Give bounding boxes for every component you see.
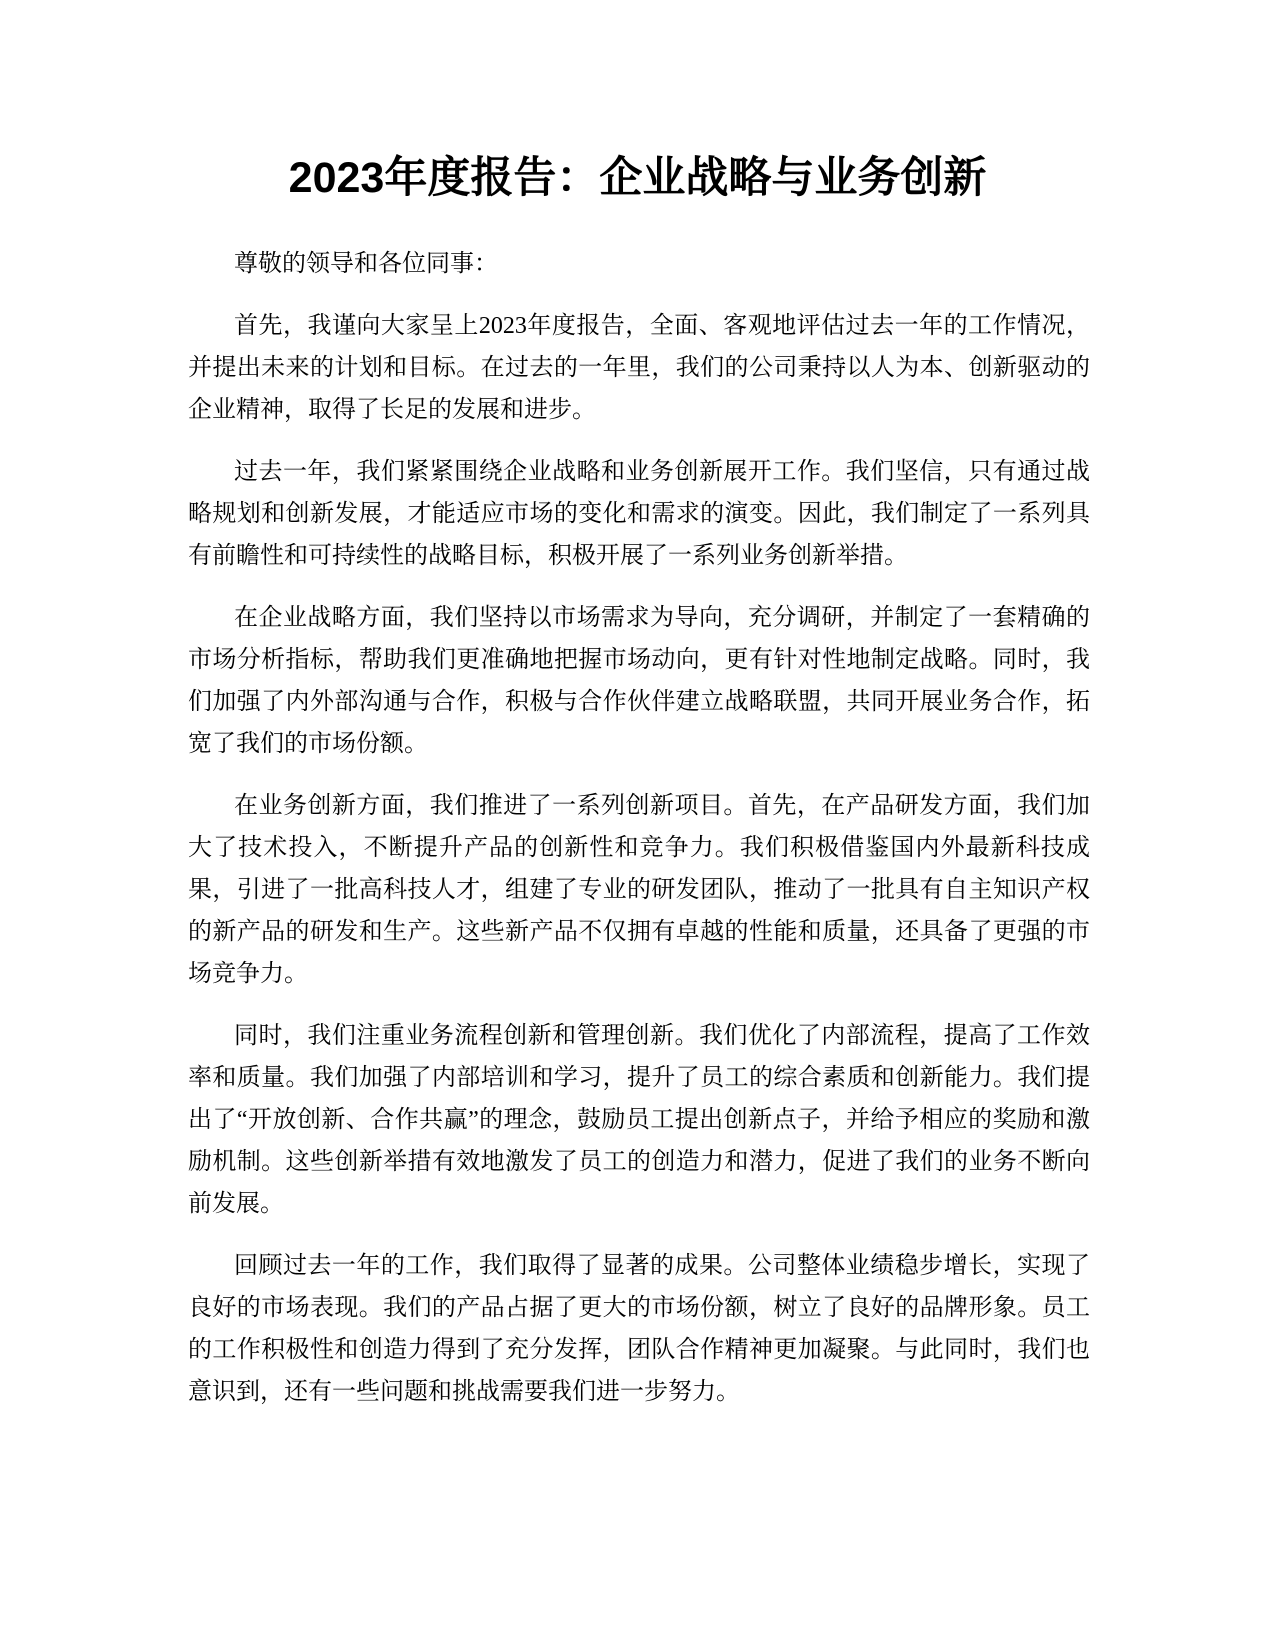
paragraph-strategy-overview: 过去一年，我们紧紧围绕企业战略和业务创新展开工作。我们坚信，只有通过战略规划和创新发展，才能适应市场的变化和需求的演变。因此，我们制定了一系列具有前瞻性和可持续性的战略目标，积极开展了一系列业务创新举措。 bbox=[188, 459, 1090, 569]
document-title: 2023年度报告：企业战略与业务创新 bbox=[288, 154, 987, 202]
paragraph-intro: 首先，我谨向大家呈上2023年度报告，全面、客观地评估过去一年的工作情况，并提出未来的计划和目标。在过去的一年里，我们的公司秉持以人为本、创新驱动的企业精神，取得了长足的发展和进步。 bbox=[188, 313, 1090, 423]
paragraph-process-innovation: 同时，我们注重业务流程创新和管理创新。我们优化了内部流程，提高了工作效率和质量。我们加强了内部培训和学习，提升了员工的综合素质和创新能力。我们提出了“开放创新、合作共赢”的理念，鼓励员工提出创新点子，并给予相应的奖励和激励机制。这些创新举措有效地激发了员工的创造力和潜力，促进了我们的业务不断向前发展。 bbox=[188, 1023, 1090, 1217]
paragraph-review: 回顾过去一年的工作，我们取得了显著的成果。公司整体业绩稳步增长，实现了良好的市场表现。我们的产品占据了更大的市场份额，树立了良好的品牌形象。员工的工作积极性和创造力得到了充分发挥，团队合作精神更加凝聚。与此同时，我们也意识到，还有一些问题和挑战需要我们进一步努力。 bbox=[188, 1253, 1090, 1405]
paragraph-business-innovation: 在业务创新方面，我们推进了一系列创新项目。首先，在产品研发方面，我们加大了技术投入，不断提升产品的创新性和竞争力。我们积极借鉴国内外最新科技成果，引进了一批高科技人才，组建了专业的研发团队，推动了一批具有自主知识产权的新产品的研发和生产。这些新产品不仅拥有卓越的性能和质量，还具备了更强的市场竞争力。 bbox=[188, 793, 1090, 987]
salutation: 尊敬的领导和各位同事： bbox=[234, 251, 498, 277]
paragraph-corporate-strategy: 在企业战略方面，我们坚持以市场需求为导向，充分调研，并制定了一套精确的市场分析指标，帮助我们更准确地把握市场动向，更有针对性地制定战略。同时，我们加强了内外部沟通与合作，积极与合作伙伴建立战略联盟，共同开展业务合作，拓宽了我们的市场份额。 bbox=[188, 605, 1090, 757]
document-body bbox=[188, 243, 1090, 1433]
